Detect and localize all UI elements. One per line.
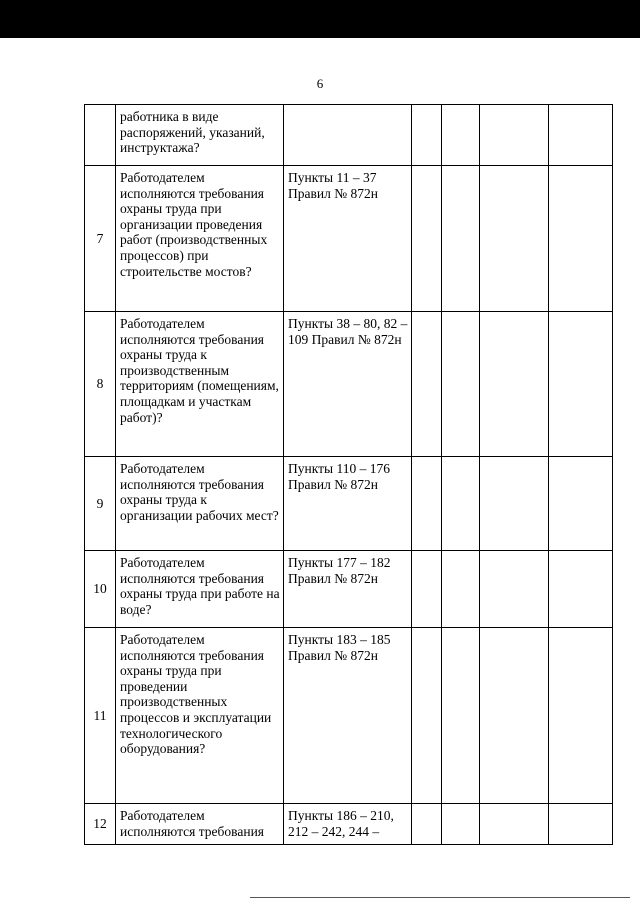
- answer-na-cell: [480, 105, 549, 166]
- row-number: 12: [85, 804, 116, 845]
- answer-na-cell: [480, 551, 549, 628]
- table-row: [85, 628, 613, 804]
- row-number: [85, 105, 116, 166]
- legal-reference: Пункты 11 – 37 Правил № 872н: [284, 166, 412, 312]
- answer-no-cell: [442, 551, 480, 628]
- table-row: [85, 457, 613, 551]
- requirement-question: Работодателем исполняются требования охраны труда к организации рабочих мест?: [116, 457, 284, 551]
- answer-yes-cell: [412, 166, 442, 312]
- scan-top-bar: [0, 0, 640, 38]
- requirement-question: работника в виде распоряжений, указаний, инструктажа?: [116, 105, 284, 166]
- answer-yes-cell: [412, 804, 442, 845]
- table-row: [85, 105, 613, 166]
- answer-no-cell: [442, 628, 480, 804]
- answer-yes-cell: [412, 457, 442, 551]
- remarks-cell: [549, 166, 613, 312]
- legal-reference: Пункты 183 – 185 Правил № 872н: [284, 628, 412, 804]
- legal-reference: Пункты 186 – 210, 212 – 242, 244 –: [284, 804, 412, 845]
- table-row: [85, 804, 613, 845]
- answer-no-cell: [442, 166, 480, 312]
- remarks-cell: [549, 551, 613, 628]
- checklist-table: [84, 104, 613, 845]
- answer-no-cell: [442, 312, 480, 457]
- row-number: 11: [85, 628, 116, 804]
- requirement-question: Работодателем исполняются требования охраны труда к производственным территориям (помещениям, площадкам и участкам работ)?: [116, 312, 284, 457]
- answer-no-cell: [442, 105, 480, 166]
- answer-na-cell: [480, 628, 549, 804]
- scan-bottom-edge: [250, 897, 630, 898]
- answer-yes-cell: [412, 105, 442, 166]
- requirement-question: Работодателем исполняются требования охраны труда при проведении производственных процессов и эксплуатации технологического оборудования?: [116, 628, 284, 804]
- row-number: 7: [85, 166, 116, 312]
- requirement-question: Работодателем исполняются требования охраны труда при работе на воде?: [116, 551, 284, 628]
- answer-na-cell: [480, 166, 549, 312]
- legal-reference: [284, 105, 412, 166]
- table-row: [85, 312, 613, 457]
- remarks-cell: [549, 628, 613, 804]
- remarks-cell: [549, 105, 613, 166]
- answer-na-cell: [480, 457, 549, 551]
- requirement-question: Работодателем исполняются требования охраны труда при организации проведения работ (производственных процессов) при строительстве мостов?: [116, 166, 284, 312]
- answer-yes-cell: [412, 551, 442, 628]
- row-number: 10: [85, 551, 116, 628]
- legal-reference: Пункты 177 – 182 Правил № 872н: [284, 551, 412, 628]
- remarks-cell: [549, 312, 613, 457]
- legal-reference: Пункты 38 – 80, 82 – 109 Правил № 872н: [284, 312, 412, 457]
- table-row: [85, 551, 613, 628]
- table-row: [85, 166, 613, 312]
- remarks-cell: [549, 457, 613, 551]
- answer-no-cell: [442, 804, 480, 845]
- requirement-question: Работодателем исполняются требования: [116, 804, 284, 845]
- page-number: 6: [316, 76, 324, 91]
- answer-na-cell: [480, 312, 549, 457]
- answer-no-cell: [442, 457, 480, 551]
- answer-yes-cell: [412, 312, 442, 457]
- legal-reference: Пункты 110 – 176 Правил № 872н: [284, 457, 412, 551]
- row-number: 9: [85, 457, 116, 551]
- row-number: 8: [85, 312, 116, 457]
- answer-yes-cell: [412, 628, 442, 804]
- remarks-cell: [549, 804, 613, 845]
- answer-na-cell: [480, 804, 549, 845]
